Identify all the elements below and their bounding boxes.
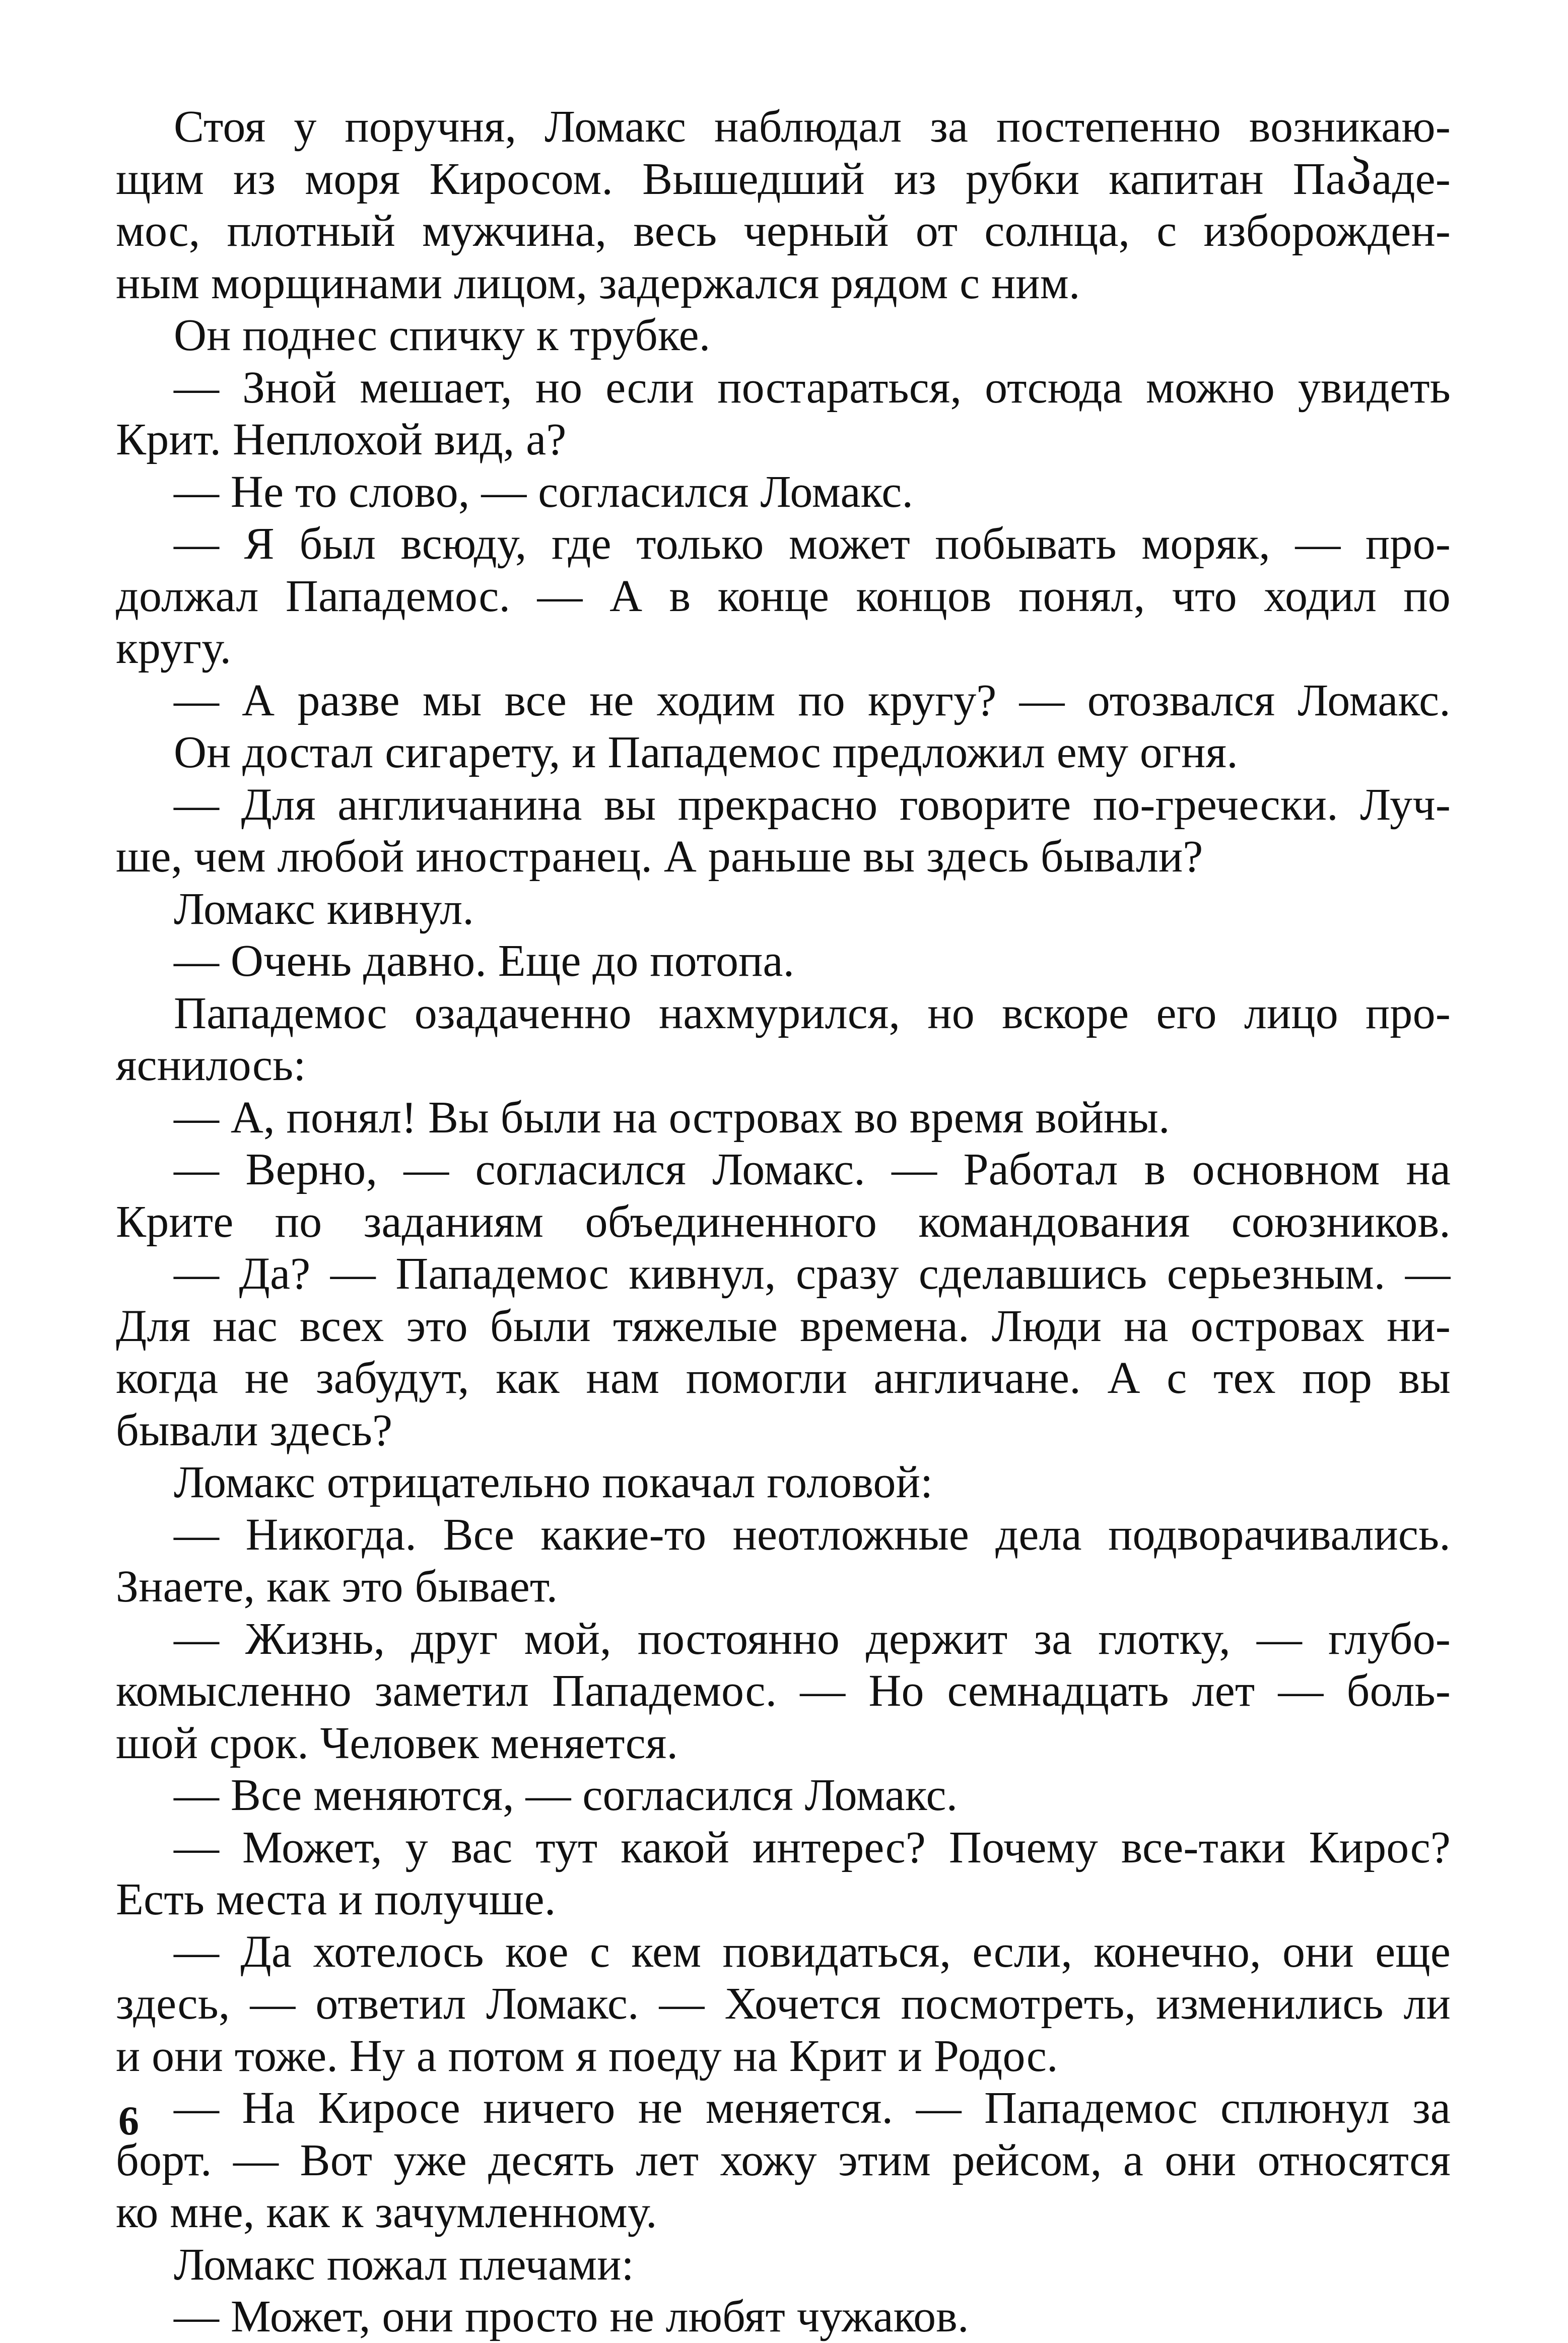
text-line: — Верно, — согласился Ломакс. — Работал в основном на	[174, 1145, 1451, 1194]
text-line: и они тоже. Ну а потом я поеду на Крит и Родос.	[116, 2031, 1058, 2081]
text-line: — Не то слово, — согласился Ломакс.	[174, 466, 914, 517]
text-line: — Зной мешает, но если постараться, отсюда можно увидеть	[174, 362, 1451, 413]
text-line: — Я был всюду, где только может побывать моряк, — про-	[174, 519, 1451, 569]
text-line: Пападемос озадаченно нахмурился, но вскоре его лицо про-	[174, 988, 1451, 1038]
text-line: — Жизнь, друг мой, постоянно держит за глотку, — глубо-	[174, 1614, 1451, 1664]
text-line: Он достал сигарету, и Пападемос предложил ему огня.	[174, 727, 1238, 777]
text-line: кругу.	[116, 623, 232, 673]
page-number: 6	[118, 2098, 139, 2144]
text-line: Знаете, как это бывает.	[116, 1562, 558, 1612]
text-line: Ломакс кивнул.	[174, 884, 474, 934]
text-line: когда не забудут, как нам помогли англичане. А с тех пор вы	[116, 1353, 1451, 1403]
text-line: Крите по заданиям объединенного командования союзников.	[116, 1196, 1451, 1247]
text-line: борт. — Вот уже десять лет хожу этим рейсом, а они относятся	[116, 2135, 1451, 2185]
text-line: Стоя у поручня, Ломакс наблюдал за постепенно возникаю-	[174, 102, 1451, 152]
body-text	[116, 101, 1451, 2343]
text-line: — Да? — Пападемос кивнул, сразу сделавшись серьезным. —	[174, 1249, 1451, 1299]
text-line: должал Пападемос. — А в конце концов понял, что ходил по	[116, 571, 1451, 621]
text-line: ным морщинами лицом, задержался рядом с ним.	[116, 258, 1080, 308]
text-line: бывали здесь?	[116, 1405, 393, 1455]
text-line: Ломакс пожал плечами:	[174, 2239, 634, 2290]
text-line: — Никогда. Все какие-то неотложные дела подворачивались.	[174, 1509, 1451, 1560]
text-line: яснилось:	[116, 1040, 306, 1090]
text-line: Он поднес спичку к трубке.	[174, 310, 711, 360]
text-line: — А разве мы все не ходим по кругу? — отозвался Ломакс.	[174, 675, 1451, 725]
text-line: — Для англичанина вы прекрасно говорите по-гречески. Луч-	[174, 779, 1451, 830]
text-line: Крит. Неплохой вид, а?	[116, 415, 567, 464]
text-line: — Все меняются, — согласился Ломакс.	[174, 1770, 958, 1820]
text-line: — Может, у вас тут какой интерес? Почему все-таки Кирос?	[174, 1822, 1451, 1872]
text-line: комысленно заметил Пападемос. — Но семнадцать лет — боль-	[116, 1666, 1451, 1716]
text-line: Ломакс отрицательно покачал головой:	[174, 1457, 933, 1507]
text-line: ко мне, как к зачумленному.	[116, 2187, 657, 2237]
text-line: ше, чем любой иностранец. А раньше вы здесь бывали?	[116, 832, 1203, 882]
text-line: Для нас всех это были тяжелые времена. Люди на островах ни-	[116, 1301, 1451, 1351]
text-line: мос, плотный мужчина, весь черный от солнца, с изборожден-	[116, 206, 1451, 256]
text-line: — Да хотелось кое с кем повидаться, если, конечно, они еще	[174, 1926, 1451, 1977]
text-line: — Очень давно. Еще до потопа.	[174, 936, 795, 986]
text-line: шой срок. Человек меняется.	[116, 1718, 678, 1768]
text-line: — А, понял! Вы были на островах во время войны.	[174, 1092, 1170, 1143]
text-line: щим из моря Киросом. Вышедший из рубки капитан Паპаде-	[116, 154, 1451, 204]
book-page	[116, 101, 1451, 2341]
text-line: здесь, — ответил Ломакс. — Хочется посмотреть, изменились ли	[116, 1979, 1451, 2029]
text-line: Есть места и получше.	[116, 1875, 556, 1924]
text-line: — Может, они просто не любят чужаков.	[174, 2292, 969, 2341]
text-line: — На Киросе ничего не меняется. — Пападемос сплюнул за	[174, 2083, 1451, 2133]
